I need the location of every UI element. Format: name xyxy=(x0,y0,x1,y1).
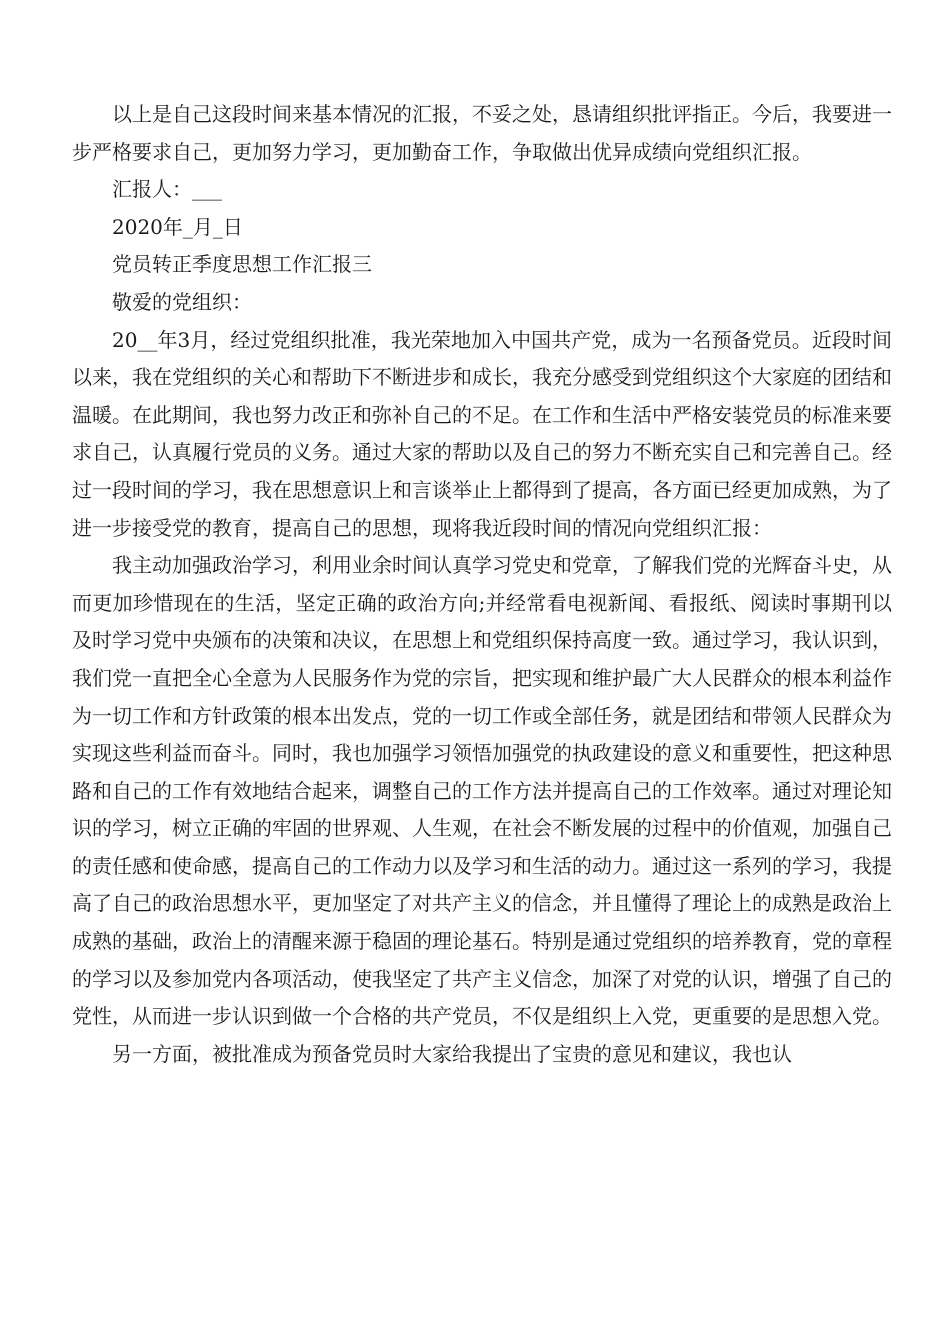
reporter-signature: 汇报人：___ xyxy=(112,177,222,202)
report-date: 2020年_月_日 xyxy=(112,214,243,239)
section-title: 党员转正季度思想工作汇报三 xyxy=(112,252,372,277)
salutation: 敬爱的党组织： xyxy=(112,289,252,314)
document-page xyxy=(72,96,892,1073)
closing-paragraph: 以上是自己这段时间来基本情况的汇报，不妥之处，恳请组织批评指正。今后，我要进一步严格要求自己，更加努力学习，更加勤奋工作，争取做出优异成绩向党组织汇报。 xyxy=(72,102,892,164)
body-paragraph-continued: 另一方面，被批准成为预备党员时大家给我提出了宝贵的意见和建议，我也认 xyxy=(112,1041,792,1066)
body-paragraph-intro: 20__年3月，经过党组织批准，我光荣地加入中国共产党，成为一名预备党员。近段时间以来，我在党组织的关心和帮助下不断进步和成长，我充分感受到党组织这个大家庭的团结和温暖。在此期间，我也努力改正和弥补自己的不足。在工作和生活中严格安装党员的标准来要求自己，认真履行党员的义务。通过大家的帮助以及自己的努力不断充实自己和完善自己。经过一段时间的学习，我在思想意识上和言谈举止上都得到了提高，各方面已经更加成熟，为了进一步接受党的教育，提高自己的思想，现将我近段时间的情况向党组织汇报： xyxy=(72,327,892,540)
body-paragraph-study: 我主动加强政治学习，利用业余时间认真学习党史和党章，了解我们党的光辉奋斗史，从而更加珍惜现在的生活，坚定正确的政治方向;并经常看电视新闻、看报纸、阅读时事期刊以及时学习党中央颁布的决策和决议，在思想上和党组织保持高度一致。通过学习，我认识到，我们党一直把全心全意为人民服务作为党的宗旨，把实现和维护最广大人民群众的根本利益作为一切工作和方针政策的根本出发点，党的一切工作或全部任务，就是团结和带领人民群众为实现这些利益而奋斗。同时，我也加强学习领悟加强党的执政建设的意义和重要性，把这种思路和自己的工作有效地结合起来，调整自己的工作方法并提高自己的工作效率。通过对理论知识的学习，树立正确的牢固的世界观、人生观，在社会不断发展的过程中的价值观，加强自己的责任感和使命感，提高自己的工作动力以及学习和生活的动力。通过这一系列的学习，我提高了自己的政治思想水平，更加坚定了对共产主义的信念，并且懂得了理论上的成熟是政治上成熟的基础，政治上的清醒来源于稳固的理论基石。特别是通过党组织的培养教育，党的章程的学习以及参加党内各项活动，使我坚定了共产主义信念，加深了对党的认识，增强了自己的党性，从而进一步认识到做一个合格的共产党员，不仅是组织上入党，更重要的是思想入党。 xyxy=(72,553,892,1029)
